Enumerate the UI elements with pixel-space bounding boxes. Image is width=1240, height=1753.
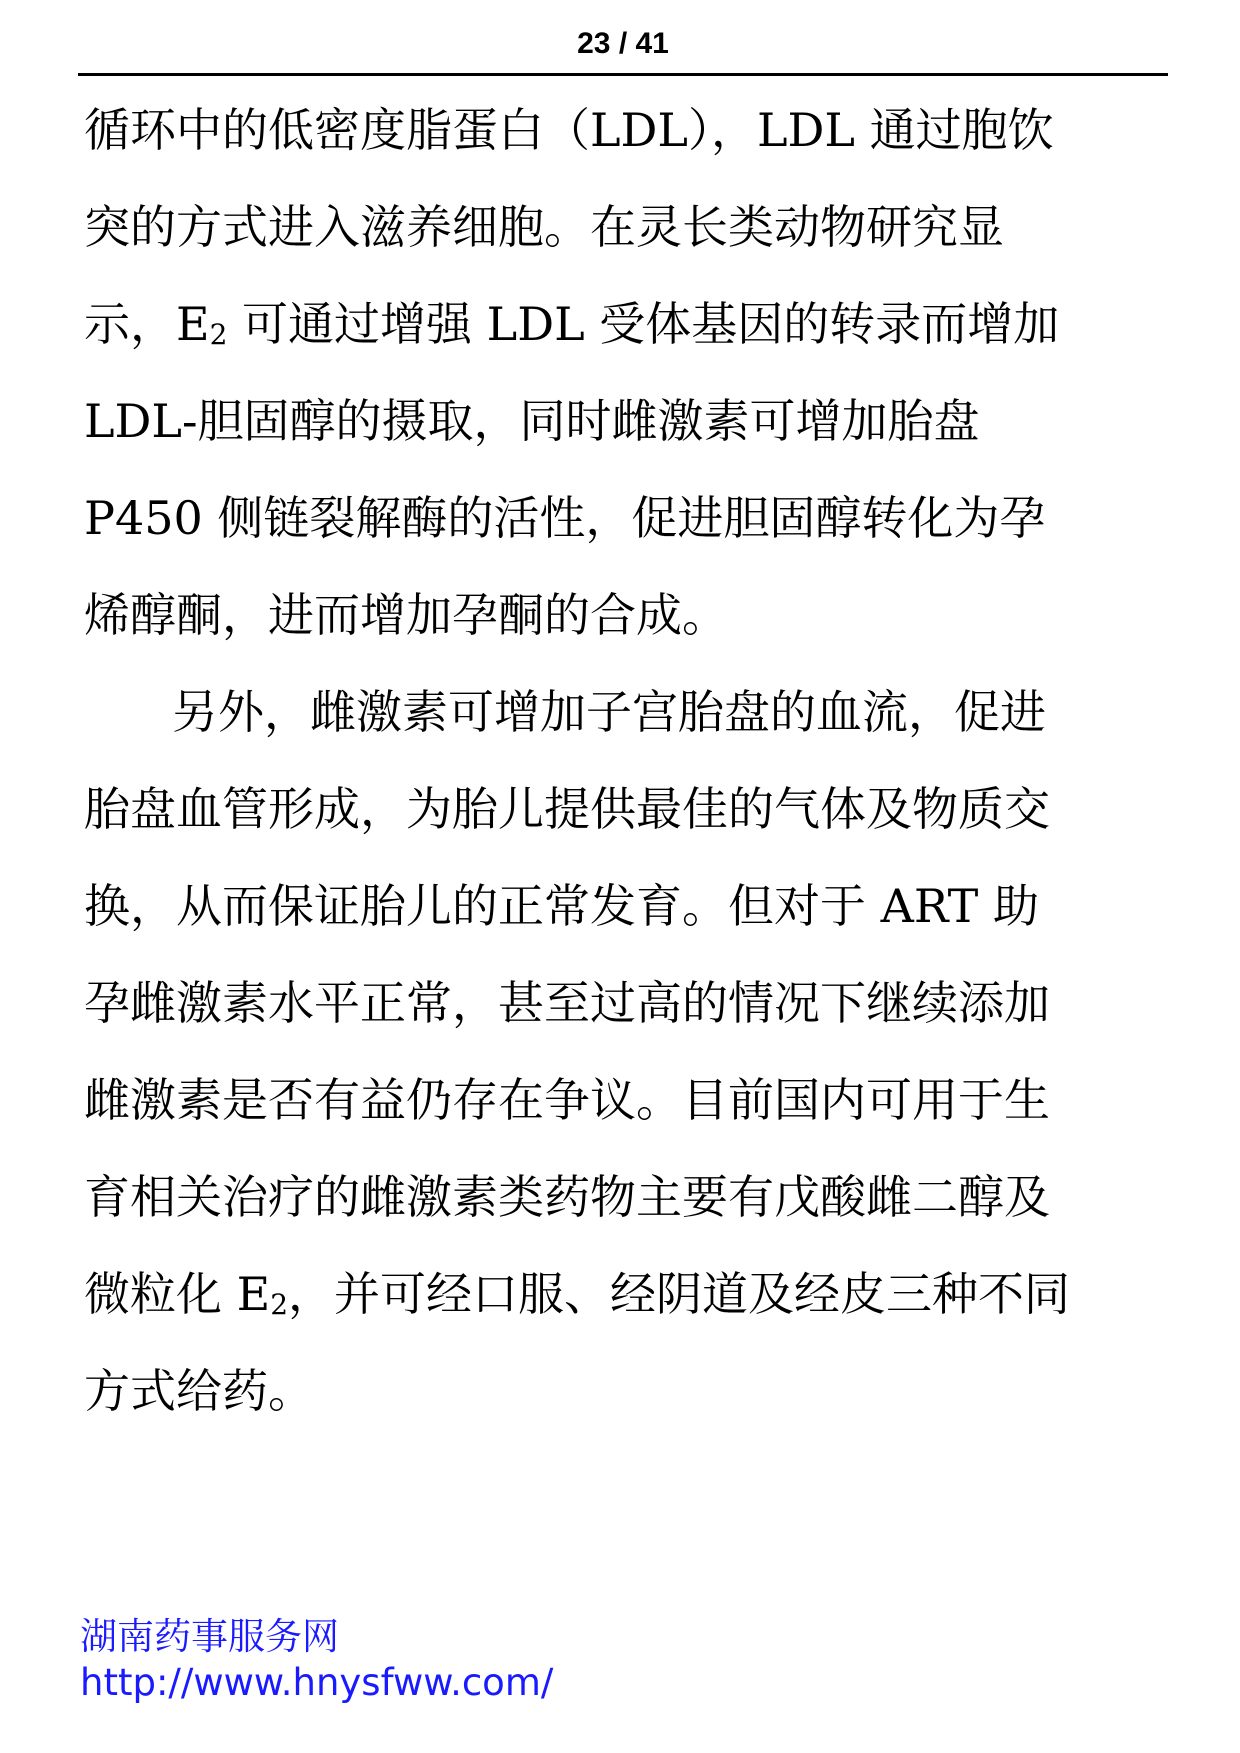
text-line: 方式给药。 bbox=[84, 1364, 314, 1418]
text-line: 育相关治疗的雌激素类药物主要有戊酸雌二醇及 bbox=[84, 1170, 1050, 1224]
text-fragment: 示，E bbox=[84, 297, 210, 351]
site-name: 湖南药事服务网 bbox=[80, 1615, 339, 1658]
text-fragment: 微粒化 E bbox=[84, 1267, 271, 1321]
text-line bbox=[84, 1246, 1174, 1343]
text-line: 突的方式进入滋养细胞。在灵长类动物研究显 bbox=[84, 200, 1004, 254]
text-fragment: 可通过增强 LDL 受体基因的转录而增加 bbox=[227, 297, 1060, 351]
site-url-link[interactable]: http://www.hnysfww.com/ bbox=[80, 1661, 554, 1704]
footer-watermark bbox=[80, 1614, 553, 1706]
text-line: LDL-胆固醇的摄取，同时雌激素可增加胎盘 bbox=[84, 394, 980, 448]
text-line: 另外，雌激素可增加子宫胎盘的血流，促进 bbox=[172, 685, 1046, 739]
text-line: 胎盘血管形成，为胎儿提供最佳的气体及物质交 bbox=[84, 782, 1050, 836]
text-line: 烯醇酮，进而增加孕酮的合成。 bbox=[84, 588, 728, 642]
paragraph-1 bbox=[84, 82, 1174, 664]
document-body bbox=[84, 82, 1174, 1440]
subscript: 2 bbox=[209, 318, 228, 351]
text-line: 循环中的低密度脂蛋白（LDL），LDL 通过胞饮 bbox=[84, 103, 1054, 157]
text-line: P450 侧链裂解酶的活性，促进胆固醇转化为孕 bbox=[84, 491, 1046, 545]
subscript: 2 bbox=[270, 1288, 289, 1321]
text-line: 孕雌激素水平正常，甚至过高的情况下继续添加 bbox=[84, 976, 1050, 1030]
text-line: 雌激素是否有益仍存在争议。目前国内可用于生 bbox=[84, 1073, 1050, 1127]
paragraph-2 bbox=[84, 664, 1174, 1440]
header-divider bbox=[78, 73, 1168, 76]
text-line: 换，从而保证胎儿的正常发育。但对于 ART 助 bbox=[84, 879, 1039, 933]
text-fragment: ，并可经口服、经阴道及经皮三种不同 bbox=[288, 1267, 1071, 1321]
page-number-indicator: 23 / 41 bbox=[577, 27, 669, 60]
text-line bbox=[84, 276, 1174, 373]
